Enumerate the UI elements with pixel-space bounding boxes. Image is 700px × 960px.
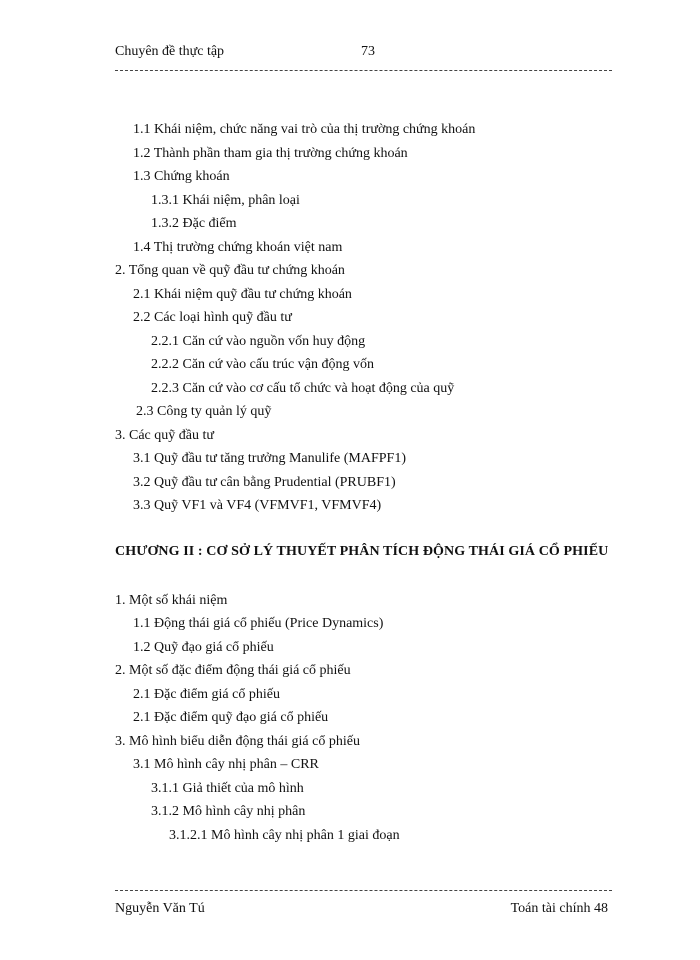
chapter-heading: CHƯƠNG II : CƠ SỞ LÝ THUYẾT PHÂN TÍCH ĐỘNG THÁI GIÁ CỔ PHIẾU	[115, 544, 609, 559]
toc-item: 3.1.1 Giả thiết của mô hình	[151, 781, 304, 796]
toc-item: 3.1.2 Mô hình cây nhị phân	[151, 804, 306, 819]
footer-info: Toán tài chính 48	[510, 901, 608, 916]
toc-item: 2.1 Đặc điểm quỹ đạo giá cổ phiếu	[133, 710, 329, 725]
header-title: Chuyên đề thực tập	[115, 44, 225, 59]
header-page-number: 73	[361, 44, 375, 59]
toc-item: 1.3.1 Khái niệm, phân loại	[151, 193, 300, 208]
toc-item: 2.1 Khái niệm quỹ đầu tư chứng khoán	[133, 287, 352, 302]
toc-item: 3.1 Mô hình cây nhị phân – CRR	[133, 757, 319, 772]
toc-item: 2. Một số đặc điểm động thái giá cổ phiếu	[115, 663, 351, 678]
toc-item: 2.2.2 Căn cứ vào cấu trúc vận động vốn	[151, 357, 374, 372]
toc-item: 1.4 Thị trường chứng khoán việt nam	[133, 240, 343, 255]
footer-author: Nguyễn Văn Tú	[115, 901, 205, 916]
toc-item: 3.1.2.1 Mô hình cây nhị phân 1 giai đoạn	[169, 828, 400, 843]
toc-item: 2.2 Các loại hình quỹ đầu tư	[133, 310, 292, 325]
toc-item: 1. Một số khái niệm	[115, 593, 228, 608]
toc-item: 1.3 Chứng khoán	[133, 169, 230, 184]
toc-item: 3.3 Quỹ VF1 và VF4 (VFMVF1, VFMVF4)	[133, 498, 382, 513]
toc-item: 1.3.2 Đặc điểm	[151, 216, 237, 231]
toc-item: 1.1 Khái niệm, chức năng vai trò của thị trường chứng khoán	[133, 122, 476, 137]
toc-item: 3.1 Quỹ đầu tư tăng trưởng Manulife (MAFPF1)	[133, 451, 407, 466]
toc-item: 2.2.3 Căn cứ vào cơ cấu tổ chức và hoạt động của quỹ	[151, 381, 455, 396]
toc-item: 1.2 Quỹ đạo giá cổ phiếu	[133, 640, 274, 655]
toc-item: 2.3 Công ty quản lý quỹ	[136, 404, 272, 419]
toc-item: 3. Các quỹ đầu tư	[115, 428, 214, 443]
toc-item: 3. Mô hình biểu diễn động thái giá cổ phiếu	[115, 734, 360, 749]
toc-item: 1.2 Thành phần tham gia thị trường chứng khoán	[133, 146, 408, 161]
toc-item: 2.2.1 Căn cứ vào nguồn vốn huy động	[151, 334, 366, 349]
toc-item: 1.1 Động thái giá cổ phiếu (Price Dynamics)	[133, 616, 384, 631]
toc-item: 2.1 Đặc điểm giá cổ phiếu	[133, 687, 280, 702]
footer-divider	[115, 890, 612, 891]
toc-item: 2. Tổng quan về quỹ đầu tư chứng khoán	[115, 263, 345, 278]
toc-item: 3.2 Quỹ đầu tư cân bằng Prudential (PRUBF1)	[133, 475, 396, 490]
header-divider	[115, 70, 612, 71]
